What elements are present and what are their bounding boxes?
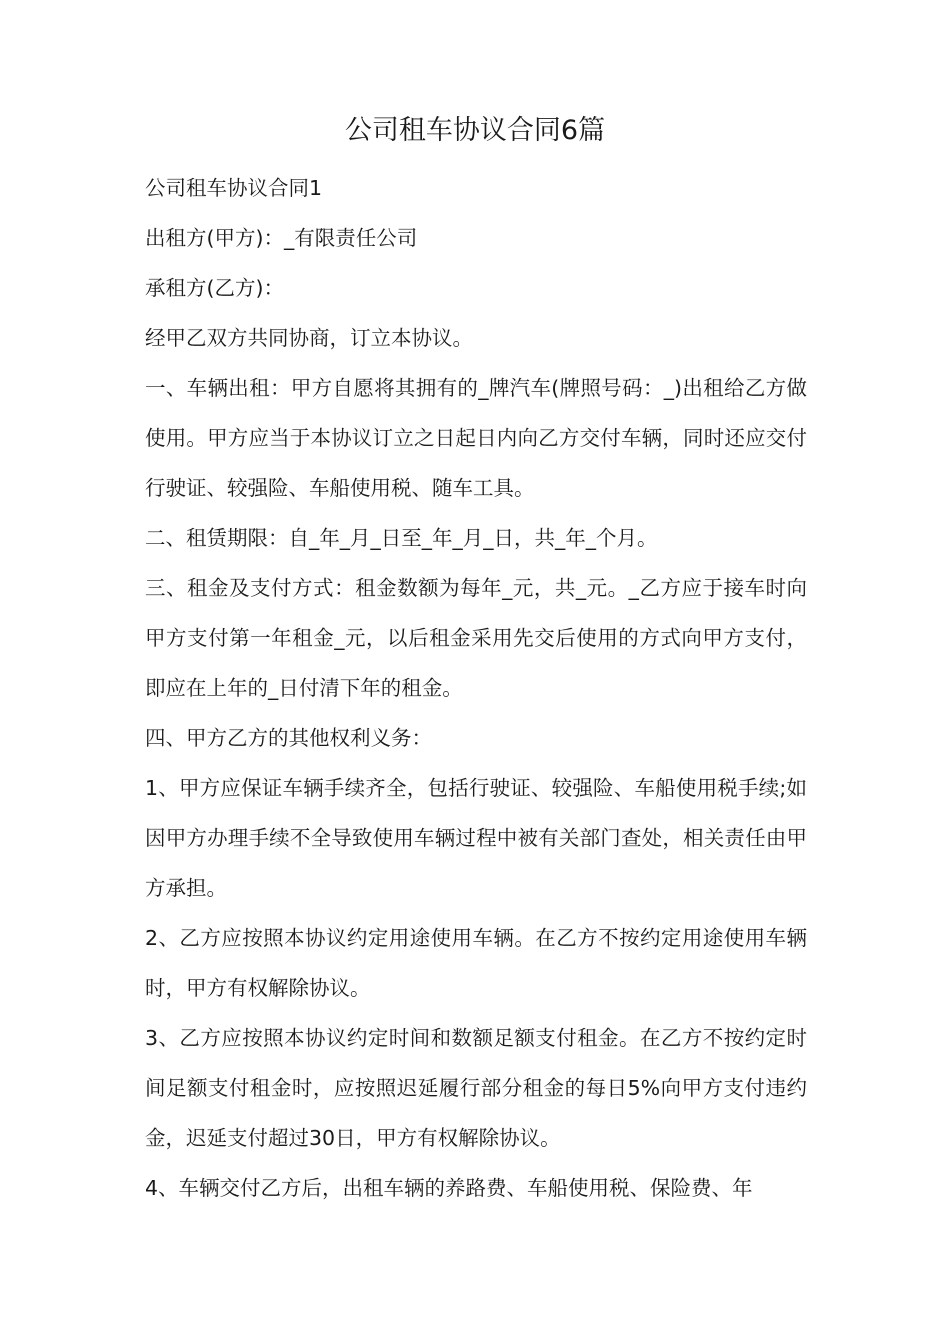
paragraph-lessor: 出租方(甲方)：_有限责任公司 [145, 226, 418, 250]
document-body [145, 163, 807, 1213]
paragraph-lessee: 承租方(乙方)： [145, 276, 284, 300]
paragraph-item-3: 3、乙方应按照本协议约定时间和数额足额支付租金。在乙方不按约定时间足额支付租金时，应按照迟延履行部分租金的每日5%向甲方支付违约金，迟延支付超过30日，甲方有权解除协议。 [145, 1026, 807, 1150]
paragraph-subtitle: 公司租车协议合同1 [145, 176, 323, 200]
paragraph-clause-1: 一、车辆出租：甲方自愿将其拥有的_牌汽车(牌照号码：_)出租给乙方做使用。甲方应当于本协议订立之日起日内向乙方交付车辆，同时还应交付行驶证、较强险、车船使用税、随车工具。 [145, 376, 807, 500]
paragraph-clause-4: 四、甲方乙方的其他权利义务： [145, 726, 432, 750]
paragraph-item-4: 4、车辆交付乙方后，出租车辆的养路费、车船使用税、保险费、年 [145, 1176, 753, 1200]
paragraph-preamble: 经甲乙双方共同协商，订立本协议。 [145, 326, 473, 350]
paragraph-item-1: 1、甲方应保证车辆手续齐全，包括行驶证、较强险、车船使用税手续;如因甲方办理手续不全导致使用车辆过程中被有关部门查处，相关责任由甲方承担。 [145, 776, 807, 900]
paragraph-item-2: 2、乙方应按照本协议约定用途使用车辆。在乙方不按约定用途使用车辆时，甲方有权解除协议。 [145, 926, 807, 1000]
paragraph-clause-2: 二、租赁期限：自_年_月_日至_年_月_日，共_年_个月。 [145, 526, 658, 550]
paragraph-clause-3: 三、租金及支付方式：租金数额为每年_元，共_元。_乙方应于接车时向甲方支付第一年租金_元，以后租金采用先交后使用的方式向甲方支付，即应在上年的_日付清下年的租金。 [145, 576, 807, 700]
document-title: 公司租车协议合同6篇 [344, 115, 606, 146]
